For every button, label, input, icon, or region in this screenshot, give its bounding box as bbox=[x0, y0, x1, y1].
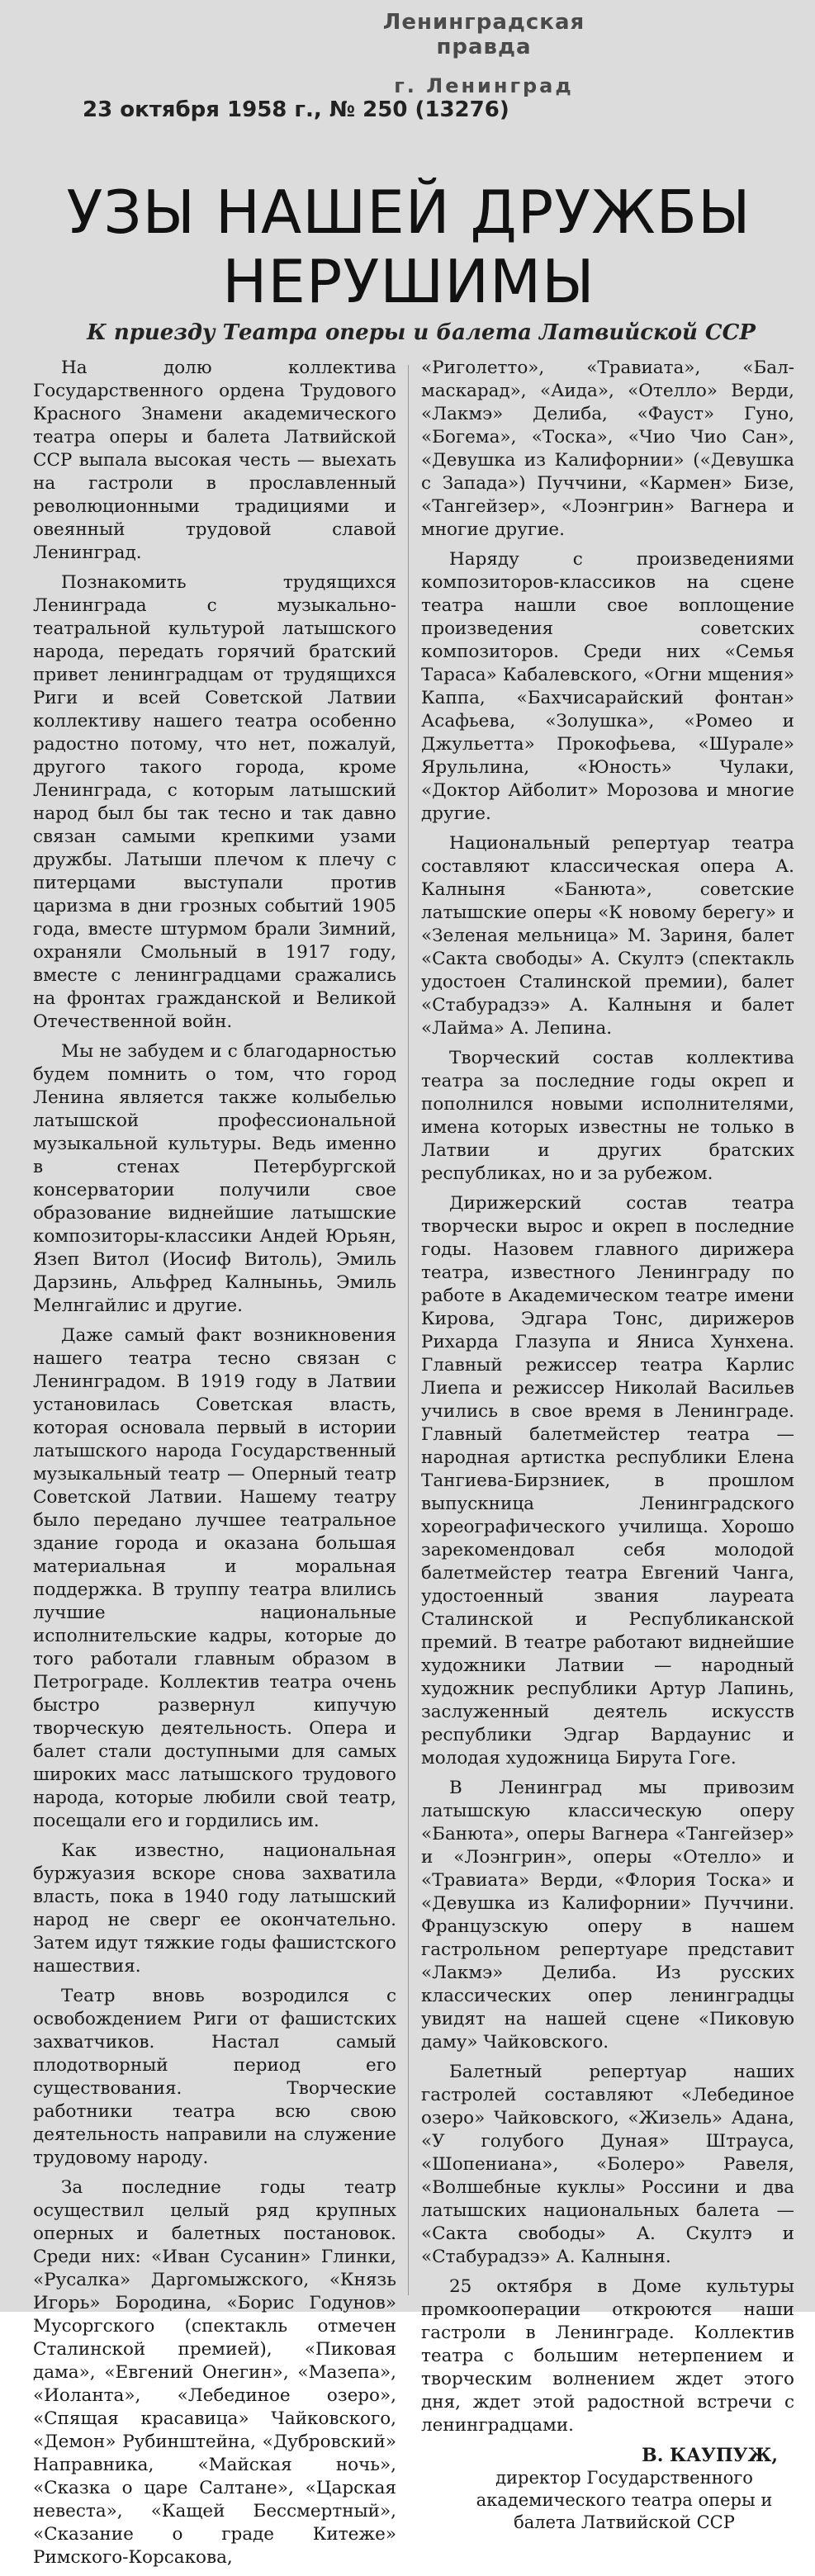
column-divider bbox=[408, 365, 409, 2295]
paragraph: Театр вновь возродился с освобождением Риги от фашистских захватчиков. Настал самый плодотворный период его существования. Творческие работники театра всю свою деятельность направили на служение трудовому народу. bbox=[33, 1986, 396, 2168]
paragraph: Творческий состав коллектива театра за последние годы окреп и пополнился новыми исполнителями, имена которых известны не только в Латвии и других братских республиках, но и за рубежом. bbox=[421, 1048, 794, 1184]
paragraph: Познакомить трудящихся Ленинграда с музыкально-театральной культурой латышского народа, передать горячий братский привет ленинградцам от трудящихся Риги и всей Советской Латвии коллективу нашего театра особенно радостно потому, что нет, пожалуй, другого такого города, кроме Ленинграда, с которым латышский народ был бы так тесно и так давно связан самыми крепкими узами дружбы. Латыши плечом к плечу с питерцами выступали против царизма в дни грозных событий 1905 года, вместе штурмом брали Зимний, охраняли Смольный в 1917 году, вместе с ленинградцами сражались на фронтах гражданской и Великой Отечественной войн. bbox=[33, 572, 396, 1032]
dateline: 23 октября 1958 г., № 250 (13276) bbox=[83, 97, 509, 122]
paragraph: Наряду с произведениями композиторов-классиков на сцене театра нашли свое воплощение произведения советских композиторов. Среди них «Семья Тараса» Кабалевского, «Огни мщения» Каппа, «Бахчисарайский фонтан» Асафьева, «Золушка», «Ромео и Джульетта» Прокофьева, «Шурале» Ярульлина, «Юность» Чулаки, «Доктор Айболит» Морозова и многие другие. bbox=[421, 549, 794, 824]
paragraph: «Риголетто», «Травиата», «Бал-маскарад», «Аида», «Отелло» Верди, «Лакмэ» Делиба, «Фауст» Гуно, «Богема», «Тоска», «Чио Чио Сан», «Девушка из Калифорнии» («Девушка с Запада») Пуччини, «Кармен» Бизе, «Тангейзер», «Лоэнгрин» Вагнера и многие другие. bbox=[421, 358, 794, 540]
paragraph: Даже самый факт возникновения нашего театра тесно связан с Ленинградом. В 1919 году в Латвии установилась Советская власть, которая основала первый в истории латышского народа Государственный музыкальный театр — Оперный театр Советской Латвии. Нашему театру было передано лучшее театральное здание города и оказана большая материальная и моральная поддержка. В труппу театра влились лучшие национальные исполнительские кадры, которые до того работали главным образом в Петрограде. Коллектив театра очень быстро развернул кипучую творческую деятельность. Опера и балет стали доступными для самых широких масс латышского трудового народа, которые любили свой театр, посещали его и гордились им. bbox=[33, 1325, 396, 1831]
paragraph: Мы не забудем и с благодарностью будем помнить о том, что город Ленина является также колыбелью латышской профессиональной музыкальной культуры. Ведь именно в стенах Петербургской консерватории получили свое образование виднейшие латышские композиторы-классики Андей Юрьян, Язеп Витол (Иосиф Витоль), Эмиль Дарзинь, Альфред Калныньь, Эмиль Мелнгайлис и другие. bbox=[33, 1041, 396, 1316]
headline-line-2: НЕРУШИМЫ bbox=[222, 247, 595, 316]
paragraph: На долю коллектива Государственного ордена Трудового Красного Знамени академического театра оперы и балета Латвийской ССР выпала высокая честь — выехать на гастроли в прославленный революционными традициями и овеянный трудовой славой Ленинград. bbox=[33, 358, 396, 563]
stamp-city: г. Ленинград bbox=[394, 74, 574, 97]
paragraph: Балетный репертуар наших гастролей составляют «Лебединое озеро» Чайковского, «Жизель» Адана, «У голубого Дуная» Штрауса, «Шопениана», «Болеро» Равеля, «Волшебные куклы» Россини и два латышских национальных балета — «Сакта свободы» А. Скултэ и «Стабурадзэ» А. Калныня. bbox=[421, 2062, 794, 2267]
left-column bbox=[33, 357, 396, 2576]
source-stamp bbox=[345, 3, 623, 104]
right-column bbox=[421, 357, 794, 2534]
paragraph: В Ленинград мы привозим латышскую классическую оперу «Банюта», оперы Вагнера «Тангейзер» и «Лоэнгрин», оперы «Отелло» и «Травиата» Верди, «Флория Тоска» и «Девушка из Калифорнии» Пуччини. Французскую оперу в нашем гастрольном репертуаре представит «Лакмэ» Делиба. Из русских классических опер ленинградцы увидят на нашей сцене «Пиковую даму» Чайковского. bbox=[421, 1778, 794, 2053]
headline bbox=[33, 178, 784, 316]
subheadline: К приезду Театра оперы и балета Латвийской ССР bbox=[87, 320, 756, 345]
paragraph: За последние годы театр осуществил целый ряд крупных оперных и балетных постановок. Среди них: «Иван Сусанин» Глинки, «Русалка» Даргомыжского, «Князь Игорь» Бородина, «Борис Годунов» Мусоргского (спектакль отмечен Сталинской премией), «Пиковая дама», «Евгений Онегин», «Мазепа», «Иоланта», «Лебединое озеро», «Спящая красавица» Чайковского, «Демон» Рубинштейна, «Дубровский» Направника, «Майская ночь», «Сказка о царе Салтане», «Царская невеста», «Кащей Бессмертный», «Сказание о граде Китеже» Римского-Корсакова, bbox=[33, 2177, 396, 2568]
paragraph: Дирижерский состав театра творчески вырос и окреп в последние годы. Назовем главного дирижера театра, известного Ленинграду по работе в Академическом театре имени Кирова, Эдгара Тонс, дирижеров Рихарда Глазупа и Яниса Хунхена. Главный режиссер театра Карлис Лиепа и режиссер Николай Васильев учились в свое время в Ленинграде. Главный балетмейстер театра — народная артистка республики Елена Тангиева-Бирзниек, в прошлом выпускница Ленинградского хореографического училища. Хорошо зарекомендовал себя молодой балетмейстер театра Евгений Чанга, удостоенный звания лауреата Сталинской и Республиканской премий. В театре работают виднейшие художники Латвии — народный художник республики Артур Лапинь, заслуженный деятель искусств республики Эдгар Вардаунис и молодая художница Бирута Гоге. bbox=[421, 1193, 794, 1769]
stamp-newspaper-name: Ленинградская правда bbox=[382, 10, 585, 59]
headline-line-1: УЗЫ НАШЕЙ ДРУЖБЫ bbox=[66, 178, 751, 247]
paragraph: Как известно, национальная буржуазия вскоре снова захватила власть, пока в 1940 году латышский народ не сверг ее окончательно. Затем идут тяжкие годы фашистского нашествия. bbox=[33, 1840, 396, 1977]
signature-name: В. КАУПУЖ, bbox=[642, 2445, 778, 2466]
paragraph: Национальный репертуар театра составляют классическая опера А. Калныня «Банюта», советские латышские оперы «К новому берегу» и «Зеленая мельница» М. Зариня, балет «Сакта свободы» А. Скултэ (спектакль удостоен Сталинской премии), балет «Стабурадзэ» А. Калныня и балет «Лайма» А. Лепина. bbox=[421, 833, 794, 1039]
paragraph: 25 октября в Доме культуры промкооперации откроются наши гастроли в Ленинграде. Коллектив театра с большим нетерпением и творческим волнением ждет этого дня, ждет этой радостной встречи с ленинградцами. bbox=[421, 2276, 794, 2436]
signature-title: директор Государственного академического театра оперы и балета Латвийской ССР bbox=[476, 2468, 773, 2532]
signature bbox=[421, 2444, 794, 2534]
